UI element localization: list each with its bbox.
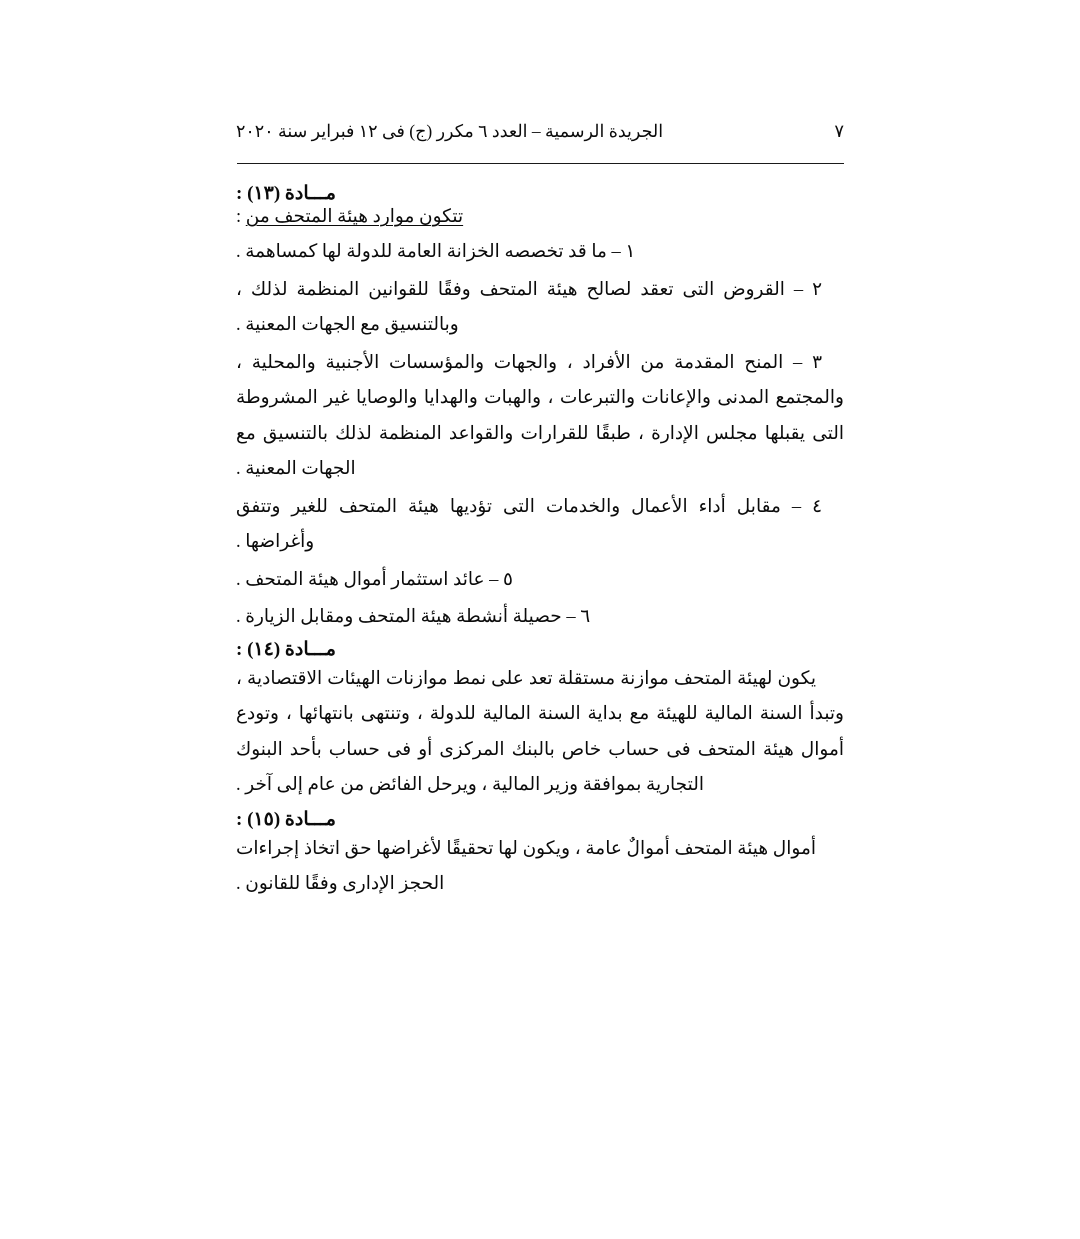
page-header <box>236 122 844 156</box>
article-heading-14: مـــادة (١٤) : <box>236 638 336 660</box>
list-item: ٢ – القروض التى تعقد لصالح هيئة المتحف وفقًا للقوانين المنظمة لذلك ، وبالتنسيق مع الجهات المعنية . <box>236 279 822 336</box>
list-item: ٣ – المنح المقدمة من الأفراد ، والجهات والمؤسسات الأجنبية والمحلية ، والمجتمع المدنى والإعانات والتبرعات ، والهبات والهدايا والوصايا غير المشروطة التى يقبلها مجلس الإدارة ، طبقًا للقرارات والقواعد المنظمة لذلك بالتنسيق مع الجهات المعنية . <box>236 352 844 480</box>
header-divider <box>237 163 844 164</box>
article-heading-15: مـــادة (١٥) : <box>236 808 336 830</box>
article-13-intro-colon: : <box>236 207 246 227</box>
article-block-14 <box>236 638 844 804</box>
list-item: ١ – ما قد تخصصه الخزانة العامة للدولة لها كمساهمة . <box>236 242 636 262</box>
article-15-paragraph: أموال هيئة المتحف أموالٌ عامة ، ويكون لها تحقيقًا لأغراضها حق اتخاذ إجراءات الحجز الإدارى وفقًا للقانون . <box>236 838 816 895</box>
header-title: الجريدة الرسمية – العدد ٦ مكرر (ج) فى ١٢ فبراير سنة ٢٠٢٠ <box>236 121 664 141</box>
document-body <box>236 182 844 907</box>
article-block-15 <box>236 808 844 903</box>
article-14-paragraph: يكون لهيئة المتحف موازنة مستقلة تعد على نمط موازنات الهيئات الاقتصادية ، وتبدأ السنة المالية للهيئة مع بداية السنة المالية للدولة ، وتنتهى بانتهائها ، وتودع أموال هيئة المتحف فى حساب خاص بالبنك المركزى أو فى حساب بأحد البنوك التجارية بموافقة وزير المالية ، ويرحل الفائض من عام إلى آخر . <box>236 668 844 796</box>
article-13-intro-text: تتكون موارد هيئة المتحف من <box>245 207 464 227</box>
article-heading-13: مـــادة (١٣) : <box>236 183 336 204</box>
page-number: ٧ <box>834 121 844 141</box>
list-item: ٦ – حصيلة أنشطة هيئة المتحف ومقابل الزيارة . <box>236 607 591 628</box>
list-item: ٤ – مقابل أداء الأعمال والخدمات التى تؤديها هيئة المتحف للغير وتتفق وأغراضها . <box>236 496 822 553</box>
list-item: ٥ – عائد استثمار أموال هيئة المتحف . <box>236 569 513 590</box>
article-13-intro <box>236 206 844 228</box>
article-block-13 <box>236 182 844 636</box>
